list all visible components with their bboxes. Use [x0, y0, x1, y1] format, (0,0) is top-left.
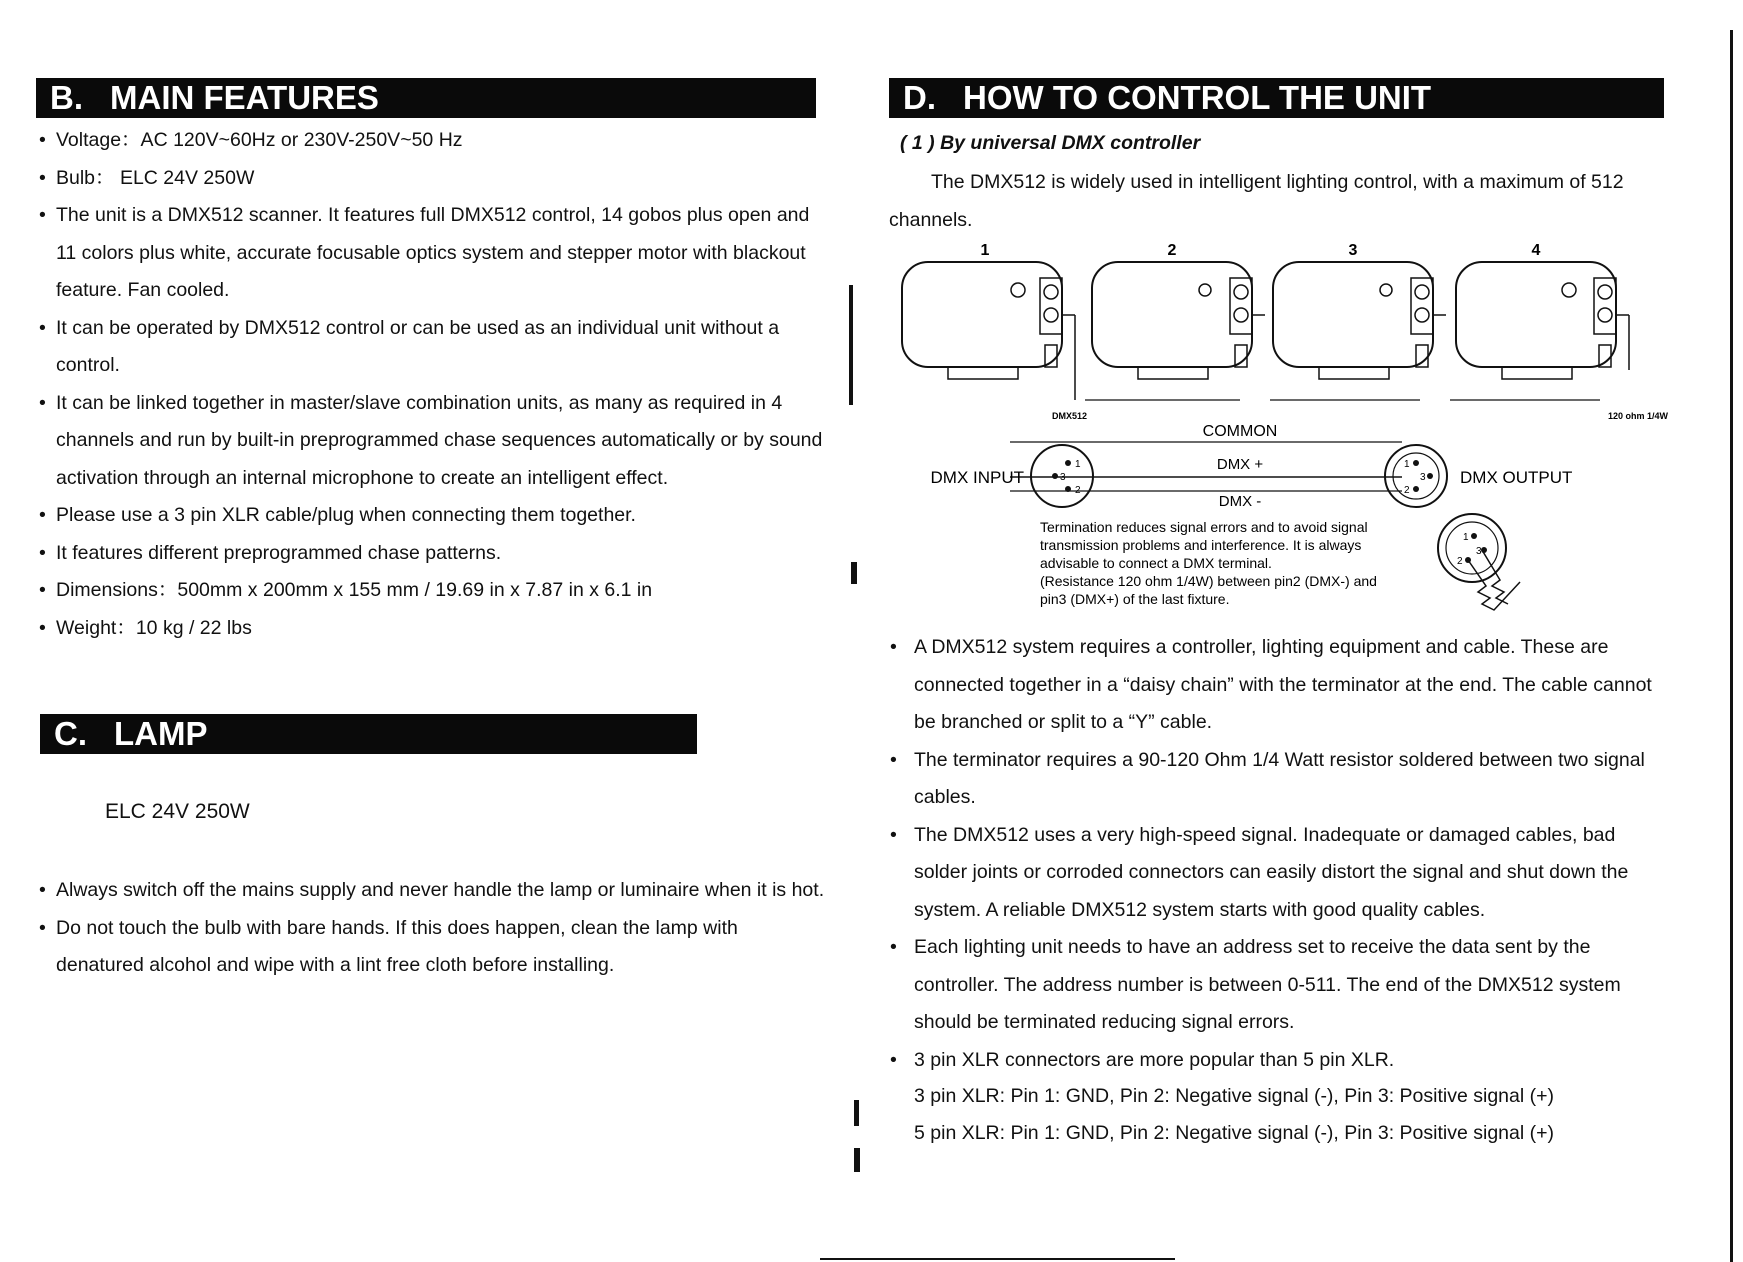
section-b-title: MAIN FEATURES: [110, 79, 379, 116]
lamp-list: [36, 872, 826, 985]
pin-in-1: 1: [1075, 459, 1081, 470]
section-d-header: [889, 78, 1664, 118]
unit-number-2: 2: [1167, 242, 1177, 259]
section-b-header: [36, 78, 816, 118]
dmx-info-list: [888, 629, 1668, 1079]
feature-item: • It features different preprogrammed chase patterns.: [36, 535, 826, 573]
dmx-output-label: DMX OUTPUT: [1460, 468, 1573, 487]
pin-out-2: 2: [1404, 485, 1410, 496]
pin-in-2: 2: [1075, 485, 1081, 496]
section-d-title: HOW TO CONTROL THE UNIT: [963, 79, 1432, 116]
xlr-5pin-line: 5 pin XLR: Pin 1: GND, Pin 2: Negative signal (-), Pin 3: Positive signal (+): [914, 1122, 1554, 1144]
unit-number-4: 4: [1531, 242, 1541, 259]
termination-note-line: (Resistance 120 ohm 1/4W) between pin2 (DMX-) and: [1040, 573, 1377, 589]
lamp-item: • Do not touch the bulb with bare hands. If this does happen, clean the lamp with denatured alcohol and wipe with a lint free cloth before installing.: [36, 910, 826, 985]
lamp-spec: ELC 24V 250W: [105, 800, 250, 823]
section-c-letter: C.: [54, 715, 87, 752]
pin-term-1: 1: [1463, 532, 1469, 543]
feature-item: • Voltage：AC 120V~60Hz or 230V-250V~50 Hz: [36, 122, 826, 160]
binding-mark: [849, 285, 853, 405]
binding-mark: [854, 1100, 859, 1126]
dmx-subtitle: ( 1 ) By universal DMX controller: [900, 132, 1201, 154]
dmx-info-item: • The terminator requires a 90-120 Ohm 1/4 Watt resistor soldered between two signal cables.: [888, 742, 1668, 817]
lamp-item: • Always switch off the mains supply and never handle the lamp or luminaire when it is hot.: [36, 872, 826, 910]
binding-mark: [851, 562, 857, 584]
feature-item: • It can be linked together in master/slave combination units, as many as required in 4 channels and run by built-in preprogrammed chase sequences automatically or by sound activation through an internal microphone to create an intelligent effect.: [36, 385, 826, 498]
fixture-unit-1: [902, 262, 1075, 400]
dmx-info-item: • Each lighting unit needs to have an address set to receive the data sent by the controller. The address number is between 0-511. The end of the DMX512 system should be terminated reducing signal errors.: [888, 929, 1668, 1042]
terminator-plug-icon: [1438, 514, 1520, 610]
section-c-title: LAMP: [114, 715, 208, 752]
termination-note-line: transmission problems and interference. It is always: [1040, 537, 1362, 553]
pin-term-2: 2: [1457, 556, 1463, 567]
dmx-input-label: DMX INPUT: [930, 468, 1024, 487]
main-features-list: [36, 122, 826, 647]
pin-out-3: 3: [1420, 472, 1426, 483]
dmx-intro: The DMX512 is widely used in intelligent lighting control, with a maximum of 512 channels.: [889, 171, 1624, 231]
binding-mark: [854, 1148, 860, 1172]
terminator-label: 120 ohm 1/4W: [1607, 411, 1668, 421]
dmx-plus-label: DMX +: [1216, 456, 1264, 473]
xlr-output-connector: [1385, 445, 1447, 507]
pin-in-3: 3: [1060, 472, 1066, 483]
section-d-letter: D.: [903, 79, 936, 116]
dmx-info-item: • 3 pin XLR connectors are more popular than 5 pin XLR.: [888, 1042, 1668, 1080]
common-label: COMMON: [1202, 423, 1278, 440]
feature-item: • The unit is a DMX512 scanner. It features full DMX512 control, 14 gobos plus open and 11 colors plus white, accurate focusable optics system and stepper motor with blackout feature. Fan cooled.: [36, 197, 826, 310]
pin-term-3: 3: [1476, 546, 1482, 557]
section-b-letter: B.: [50, 79, 83, 116]
termination-note-line: advisable to connect a DMX terminal.: [1040, 555, 1272, 571]
fixture-unit-3: [1273, 262, 1446, 379]
feature-item: • Dimensions：500mm x 200mm x 155 mm / 19.69 in x 7.87 in x 6.1 in: [36, 572, 826, 610]
xlr-3pin-line: 3 pin XLR: Pin 1: GND, Pin 2: Negative signal (-), Pin 3: Positive signal (+): [914, 1085, 1554, 1107]
bottom-rule: [820, 1258, 1175, 1260]
unit-number-1: 1: [980, 242, 990, 259]
section-c-header: [40, 714, 697, 754]
feature-item: • Bulb： ELC 24V 250W: [36, 160, 826, 198]
page-edge-line: [1730, 30, 1733, 1262]
pin-out-1: 1: [1404, 459, 1410, 470]
fixture-unit-2: [1092, 262, 1265, 379]
fixture-unit-4: [1456, 262, 1629, 379]
termination-note-line: Termination reduces signal errors and to avoid signal: [1040, 519, 1368, 535]
termination-note-line: pin3 (DMX+) of the last fixture.: [1040, 591, 1230, 607]
dmx512-label: DMX512: [1052, 411, 1088, 421]
dmx-info-item: • The DMX512 uses a very high-speed signal. Inadequate or damaged cables, bad solder joints or corroded connectors can easily distort the signal and shut down the system. A reliable DMX512 system starts with good quality cables.: [888, 817, 1668, 930]
dmx-minus-label: DMX -: [1218, 493, 1262, 510]
unit-number-3: 3: [1348, 242, 1358, 259]
feature-item: • Please use a 3 pin XLR cable/plug when connecting them together.: [36, 497, 826, 535]
feature-item: • Weight：10 kg / 22 lbs: [36, 610, 826, 648]
dmx-wiring-diagram: [880, 230, 1680, 630]
dmx-info-item: • A DMX512 system requires a controller, lighting equipment and cable. These are connected together in a “daisy chain” with the terminator at the end. The cable cannot be branched or split to a “Y” cable.: [888, 629, 1668, 742]
feature-item: • It can be operated by DMX512 control or can be used as an individual unit without a control.: [36, 310, 826, 385]
